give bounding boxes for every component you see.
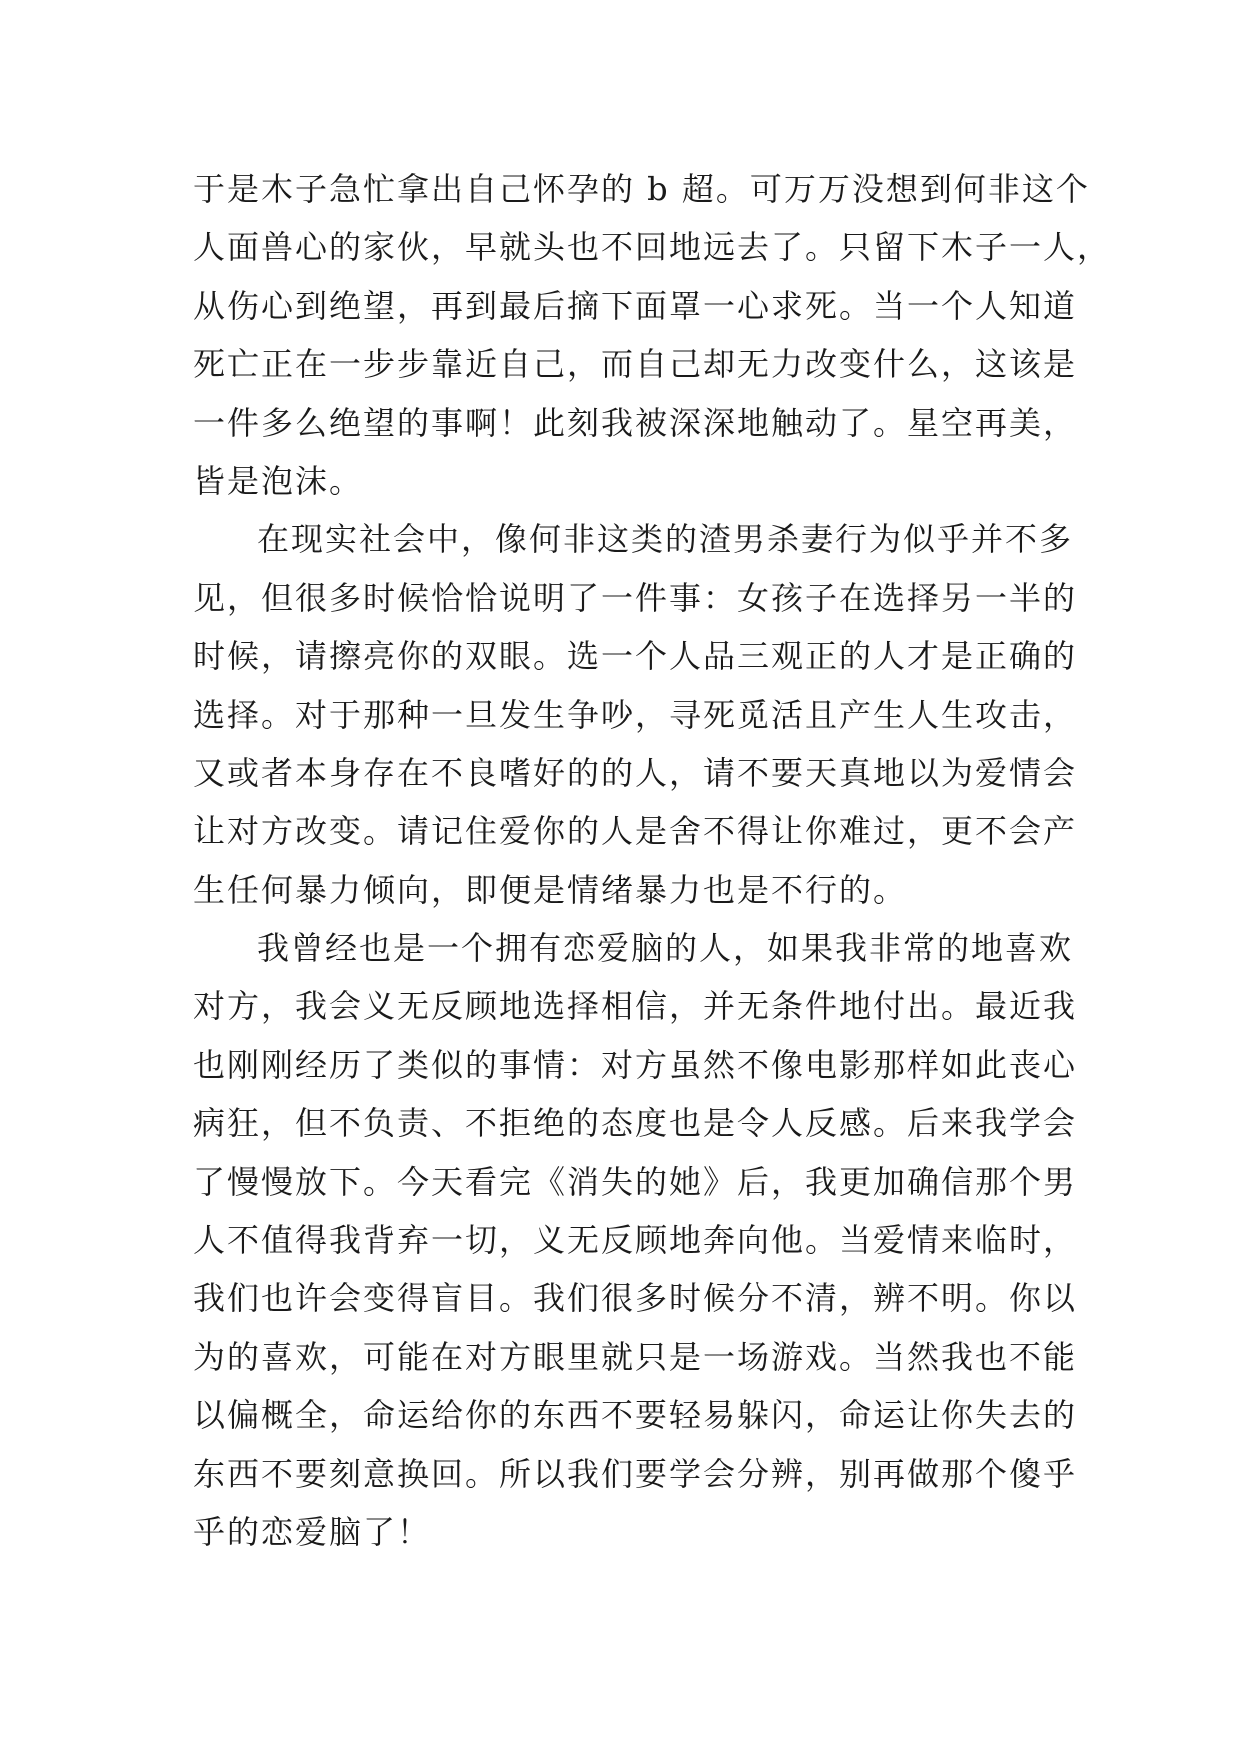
text-line: 我们也许会变得盲目。我们很多时候分不清，辨不明。你以: [193, 1279, 1078, 1318]
document-body: [193, 160, 1112, 1561]
text-line: 对方，我会义无反顾地选择相信，并无条件地付出。最近我: [193, 987, 1078, 1026]
text-line: 生任何暴力倾向，即便是情绪暴力也是不行的。: [193, 870, 908, 909]
text-line: 人面兽心的家伙，早就头也不回地远去了。只留下木子一人，: [193, 228, 1112, 267]
text-line: 皆是泡沫。: [193, 461, 364, 500]
text-line: 为的喜欢，可能在对方眼里就只是一场游戏。当然我也不能: [193, 1337, 1078, 1376]
text-line: 了慢慢放下。今天看完《消失的她》后，我更加确信那个男: [193, 1162, 1078, 1201]
text-line: 从伤心到绝望，再到最后摘下面罩一心求死。当一个人知道: [193, 286, 1078, 325]
text-line: 于是木子急忙拿出自己怀孕的 b 超。可万万没想到何非这个: [193, 170, 1090, 208]
text-line: 一件多么绝望的事啊！此刻我被深深地触动了。星空再美，: [193, 403, 1078, 442]
text-line: 病狂，但不负责、不拒绝的态度也是令人反感。后来我学会: [193, 1104, 1078, 1143]
paragraph-first-line: 在现实社会中，像何非这类的渣男杀妻行为似乎并不多: [257, 520, 1074, 559]
text-line: 乎的恋爱脑了！: [193, 1512, 432, 1551]
text-line: 以偏概全，命运给你的东西不要轻易躲闪，命运让你失去的: [193, 1396, 1078, 1435]
text-line: 死亡正在一步步靠近自己，而自己却无力改变什么，这该是: [193, 345, 1078, 384]
text-line: 见，但很多时候恰恰说明了一件事：女孩子在选择另一半的: [193, 578, 1078, 617]
text-line: 选择。对于那种一旦发生争吵，寻死觅活且产生人生攻击，: [193, 695, 1078, 734]
text-line: 时候，请擦亮你的双眼。选一个人品三观正的人才是正确的: [193, 637, 1078, 676]
text-line: 东西不要刻意换回。所以我们要学会分辨，别再做那个傻乎: [193, 1454, 1078, 1493]
text-line: 也刚刚经历了类似的事情：对方虽然不像电影那样如此丧心: [193, 1045, 1078, 1084]
text-line: 又或者本身存在不良嗜好的的人，请不要天真地以为爱情会: [193, 753, 1078, 792]
paragraph-first-line: 我曾经也是一个拥有恋爱脑的人，如果我非常的地喜欢: [257, 929, 1074, 968]
text-line: 人不值得我背弃一切，义无反顾地奔向他。当爱情来临时，: [193, 1221, 1078, 1260]
text-line: 让对方改变。请记住爱你的人是舍不得让你难过，更不会产: [193, 812, 1078, 851]
